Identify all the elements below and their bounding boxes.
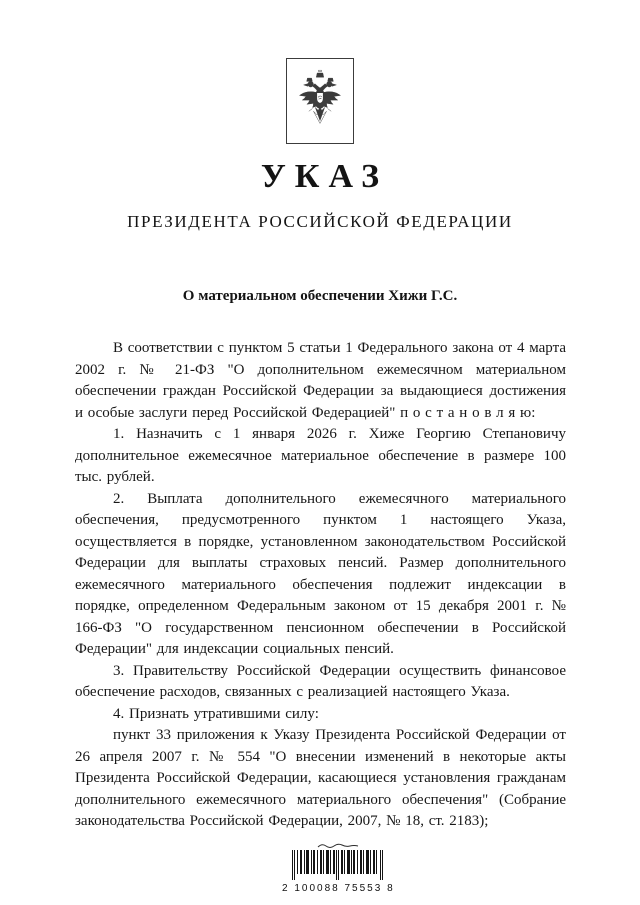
body-paragraph: 3. Правительству Российской Федерации осуществить финансовое обеспечение расходов, связанных с реализацией настоящего Указа. [75,662,566,700]
document-subtitle: ПРЕЗИДЕНТА РОССИЙСКОЙ ФЕДЕРАЦИИ [127,212,513,231]
barcode-block [282,842,394,894]
barcode-number: 2 100088 75553 8 [282,883,395,894]
body-paragraph: 1. Назначить с 1 января 2026 г. Хиже Георгию Степановичу дополнительное ежемесячное материальное обеспечение в размере 100 тыс. рублей. [75,426,566,485]
body-paragraph: В соответствии с пунктом 5 статьи 1 Федерального закона от 4 марта 2002 г. № 21-ФЗ "О дополнительном ежемесячном материальном обеспечении граждан Российской Федерации за выдающиеся достижения и особые заслуги перед Российской Федерацией" п о с т а н о в л я ю: [75,340,566,421]
document-subject-heading: О материальном обеспечении Хижи Г.С. [182,288,458,304]
body-paragraph: пункт 33 приложения к Указу Президента Российской Федерации от 26 апреля 2007 г. № 554 "О внесении изменений в некоторые акты Президента Российской Федерации, касающиеся установления гражданам дополнительного ежемесячного материального обеспечения" (Собрание законодательства Российской Федерации, 2007, № 18, ст. 2183); [75,727,566,829]
document-body [75,338,566,833]
coat-of-arms-box [286,58,354,144]
body-paragraph: 2. Выплата дополнительного ежемесячного материального обеспечения, предусмотренного пунктом 1 настоящего Указа, осуществляется в порядке, установленном законодательством Российской Федерации для выплаты страховых пенсий. Размер дополнительного ежемесячного материального обеспечения подлежит индексации в порядке, определенном Федеральным законом от 15 декабря 2001 г. № 166-ФЗ "О государственном пенсионном обеспечении в Российской Федерации" для индексации социальных пенсий. [75,490,566,657]
barcode-icon [288,850,388,882]
body-paragraph: 4. Признать утратившими силу: [113,705,319,722]
document-title: УКАЗ [260,158,389,195]
coat-of-arms-eagle-icon [292,64,348,138]
micro-text-mark [316,842,360,849]
